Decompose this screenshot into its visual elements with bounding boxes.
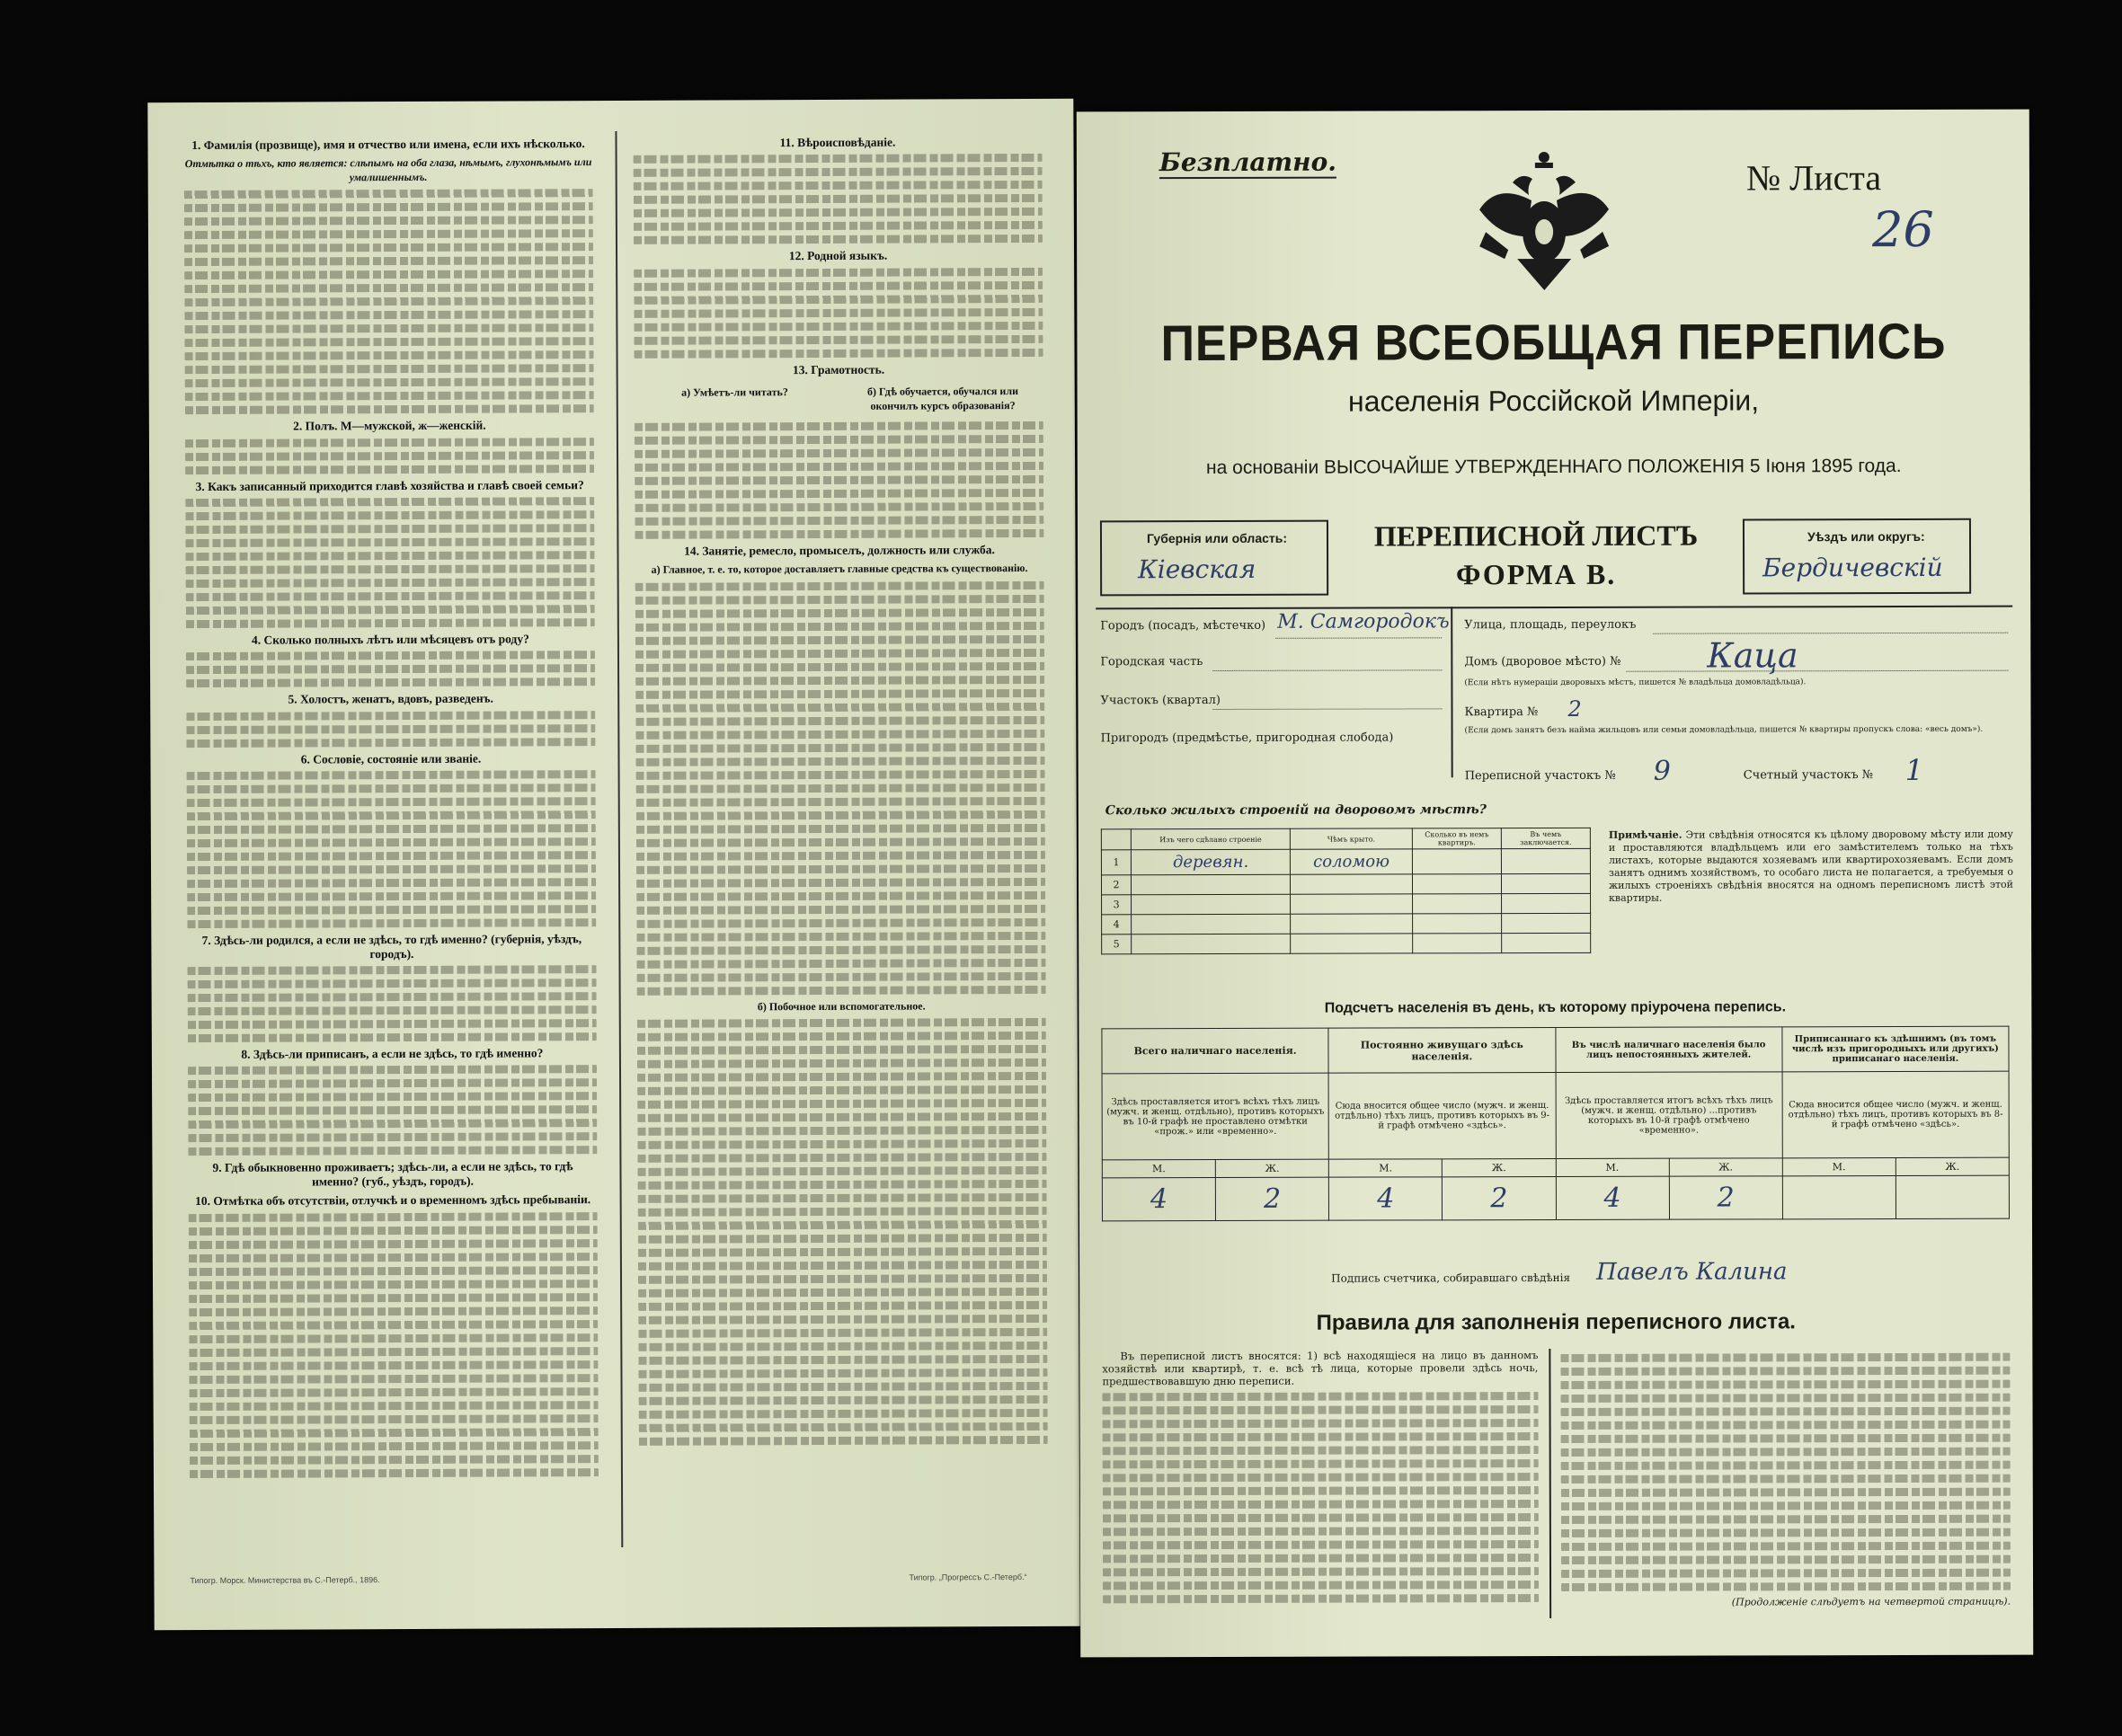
sex-label: Ж. — [1443, 1158, 1556, 1176]
perepisnoy-uchastok-label: Переписной участокъ № — [1464, 768, 1616, 784]
table-cell — [1291, 874, 1413, 894]
sex-label: Ж. — [1215, 1159, 1328, 1177]
dom-line — [1626, 670, 2008, 672]
sex-label: М. — [1782, 1158, 1896, 1176]
uchastok-line — [1212, 708, 1442, 710]
table-row — [1101, 873, 1590, 894]
kvartira-label: Квартира № — [1464, 705, 1539, 720]
table-header: Сколько въ немъ квартиръ. — [1412, 828, 1501, 849]
table-row — [1102, 893, 1591, 914]
body-text-block — [184, 189, 594, 414]
count-value-row — [1102, 1175, 2009, 1221]
column-description: Здѣсь проставляется итогъ всѣхъ тѣхъ лицъ (мужч. и женщ. отдѣльно) ...противъ которыхъ въ 10-й графѣ отмѣчено «временно». — [1556, 1072, 1783, 1159]
body-text-block — [186, 651, 595, 688]
body-text-block — [185, 438, 594, 474]
rules-title: Правила для заполненія переписного листа. — [1316, 1309, 1796, 1335]
counter-signature: Павелъ Калина — [1596, 1258, 1788, 1286]
rules-lead: Въ переписной листъ вносятся: 1) всѣ находящіеся на лицо въ данномъ хозяйствѣ или квартирѣ, т. е. всѣ тѣ лица, которые провели здѣсь ночь, предшествовавшую дню переписи. — [1102, 1349, 1539, 1388]
rules-column-2 — [1560, 1348, 2011, 1608]
table-header: Въ чемъ заключается. — [1501, 828, 1590, 848]
table-cell — [1502, 933, 1591, 952]
section-heading: 10. Отмѣтка объ отсутствіи, отлучкѣ и о временномъ здѣсь пребываніи. — [195, 1192, 591, 1209]
gorod-chast-line — [1212, 669, 1442, 671]
guberniya-box — [1100, 520, 1328, 597]
building-material: деревян. — [1131, 849, 1290, 874]
table-cell — [1132, 934, 1291, 953]
table-cell — [1291, 894, 1413, 914]
table-cell — [1132, 894, 1291, 914]
imperial-eagle-emblem — [1472, 146, 1616, 299]
kvartira-value: 2 — [1567, 695, 1582, 722]
section-subheading: а) Главное, т. е. то, которое доставляетъ главные средства къ существованію. — [651, 562, 1028, 577]
table-cell — [1132, 914, 1291, 934]
gorod-line — [1275, 637, 1442, 638]
printer-footer-left: Типогр. Морск. Министерства въ С.-Петерб., 1896. — [190, 1575, 380, 1586]
row-number: 2 — [1101, 875, 1131, 895]
table-row — [1102, 933, 1591, 953]
instructions-column-2 — [633, 129, 1048, 1547]
body-text-block — [185, 497, 595, 628]
count-value: 2 — [1669, 1176, 1782, 1219]
address-divider — [1451, 607, 1452, 777]
sex-label: М. — [1329, 1159, 1443, 1177]
table-row — [1102, 1071, 2009, 1160]
form-legal-basis: на основаніи ВЫСОЧАЙШЕ УТВЕРЖДЕННАГО ПОЛОЖЕНІЯ 5 Іюня 1895 года. — [1205, 455, 1902, 479]
column-description: Сюда вносится общее число (мужч. и женщ. отдѣльно) тѣхъ лицъ, противъ которыхъ въ 9-й графѣ отмѣчено «здѣсь». — [1328, 1072, 1556, 1159]
table-header: Въ числѣ наличнаго населенія было лицъ непостоянныхъ жителей. — [1555, 1027, 1781, 1073]
section-heading: 7. Здѣсь-ли родился, а если не здѣсь, то гдѣ именно? (губернія, уѣздъ, городъ). — [201, 932, 582, 961]
rules-divider — [1549, 1349, 1551, 1618]
row-number: 4 — [1102, 915, 1132, 934]
section-heading: 8. Здѣсь-ли приписанъ, а если не здѣсь, то гдѣ именно? — [241, 1046, 544, 1061]
section-heading: 1. Фамилія (прозвище), имя и отчество или имена, если ихъ нѣсколько. — [191, 137, 585, 153]
dom-note: (Если нѣтъ нумерацiи дворовыхъ мѣстъ, пишется № владѣльца домовладѣльца). — [1464, 678, 1807, 688]
count-value: 2 — [1215, 1177, 1328, 1220]
primechanie-block — [1609, 828, 2013, 905]
table-header: Приписаннаго къ здѣшнимъ (въ томъ числѣ изъ пригородныхъ или другихъ) приписанаго населенія. — [1782, 1026, 2009, 1072]
schetny-uchastok-value: 1 — [1904, 752, 1924, 787]
section-subheading: а) Умѣетъ-ли читать? — [681, 385, 788, 399]
column-divider — [615, 131, 623, 1547]
uezd-value: Бердичевскій — [1762, 552, 1943, 583]
section-subheading: б) Гдѣ обучается, обучался или окончилъ курсъ образованія? — [866, 385, 1019, 412]
count-value: 4 — [1102, 1177, 1215, 1220]
row-number: 3 — [1102, 895, 1132, 915]
column-description: Сюда вносится общее число (мужч. и женщ. отдѣльно) тѣхъ лицъ, противъ которыхъ въ 8-й графѣ отмѣчено «здѣсь». — [1782, 1071, 2010, 1158]
table-header: Постоянно живущаго здѣсь населенія. — [1328, 1027, 1555, 1073]
primechanie-text: Эти свѣдѣнія относятся къ цѣлому дворовому мѣсту или дому и проставляются владѣльцемъ или его замѣстителемъ только на тѣхъ листахъ, которые выдаются хозяевамъ или квартирохозяевамъ. Если домъ занятъ однимъ хозяйствомъ, то особаго листа не полагается, а требуемыя о жилыхъ строеніяхъ свѣдѣнія вносятся на одномъ переписномъ листѣ этой квартиры. — [1608, 828, 2014, 904]
uchastok-label: Участокъ (квартал) — [1100, 693, 1221, 708]
printer-footer-right: Типогр. „Прогрессъ С.-Петерб.“ — [909, 1572, 1027, 1582]
count-value — [1896, 1175, 2009, 1218]
literacy-subheads — [635, 379, 1043, 418]
primechanie-title: Примѣчаніе. — [1608, 828, 1683, 841]
section-heading: 4. Сколько полныхъ лѣтъ или мѣсяцевъ отъ роду? — [251, 632, 529, 647]
ulitsa-label: Улица, площадь, переулокъ — [1464, 617, 1637, 633]
instructions-column-1 — [183, 131, 599, 1549]
row-number: 1 — [1101, 850, 1131, 875]
schetny-uchastok-label: Счетный участокъ № — [1743, 768, 1874, 783]
table-header — [1101, 829, 1131, 850]
signature-label: Подпись счетчика, собиравшаго свѣдѣнія — [1331, 1271, 1571, 1285]
table-cell — [1413, 934, 1502, 953]
count-value — [1782, 1176, 1896, 1219]
free-stamp: Безплатно. — [1159, 146, 1337, 178]
form-type-title: ПЕРЕПИСНОЙ ЛИСТЪ — [1373, 518, 1699, 553]
table-cell — [1501, 848, 1590, 873]
guberniya-label: Губернія или область: — [1146, 530, 1288, 546]
table-header: Чѣмъ крыто. — [1291, 828, 1413, 849]
ulitsa-line — [1653, 633, 2008, 634]
table-cell — [1501, 873, 1590, 893]
body-text-block — [637, 1018, 1048, 1446]
body-text-block — [634, 154, 1043, 244]
table-cell — [1413, 894, 1502, 914]
sex-label: М. — [1556, 1158, 1669, 1176]
uezd-box — [1743, 518, 1971, 595]
body-text-block — [188, 1066, 597, 1156]
section-heading: 2. Полъ. М—мужской, ж—женскій. — [293, 418, 486, 433]
sex-label-row — [1102, 1157, 2009, 1178]
body-text-block — [189, 1212, 599, 1478]
table-cell — [1291, 914, 1413, 934]
section-heading: 12. Родной языкъ. — [788, 249, 888, 263]
guberniya-value: Кіевская — [1138, 554, 1256, 585]
population-count-table — [1101, 1026, 2010, 1222]
building-roof: соломою — [1291, 849, 1413, 874]
perepisnoy-uchastok-value: 9 — [1653, 755, 1671, 787]
dom-value: Каца — [1707, 635, 1798, 676]
table-cell — [1291, 934, 1413, 953]
rules-continuation: (Продолженіе слѣдуетъ на четвертой страницѣ). — [1731, 1595, 2011, 1608]
body-text-block — [186, 711, 595, 748]
rules-column-1 — [1102, 1349, 1539, 1608]
row-number: 5 — [1102, 934, 1132, 954]
kvartira-note: (Если домъ занятъ безъ найма жильцовъ или семьи домовладѣльца, пишется № квартиры пропускъ слова: «весь домъ»). — [1464, 724, 1984, 736]
right-page — [1077, 110, 2033, 1658]
table-cell — [1131, 874, 1290, 894]
section-note: Отмѣтка о тѣхъ, кто является: слѣпымъ на оба глаза, нѣмымъ, глухонѣмымъ или умалишеннымъ. — [184, 155, 592, 184]
form-main-title: ПЕРВАЯ ВСЕОБЩАЯ ПЕРЕПИСЬ — [1160, 312, 1947, 372]
body-text-block — [1560, 1353, 2011, 1591]
sheet-number-value: 26 — [1872, 200, 1934, 259]
column-description: Здѣсь проставляется итогъ всѣхъ тѣхъ лицъ (мужч. и женщ. отдѣльно), противъ которыхъ въ 10-й графѣ не проставлено отмѣтки «прож.» или «временно». — [1102, 1073, 1329, 1160]
gorod-value: М. Самгородокъ — [1277, 610, 1450, 633]
prigorod-label: Пригородъ (предмѣстье, пригородная слобода) — [1100, 731, 1394, 746]
count-value: 4 — [1329, 1177, 1443, 1220]
sheet-number-label: № Листа — [1745, 157, 1882, 199]
table-cell — [1413, 914, 1502, 934]
section-heading: 13. Грамотность. — [792, 362, 885, 376]
buildings-table — [1101, 828, 1591, 954]
table-cell — [1412, 874, 1501, 894]
table-row — [1101, 848, 1590, 874]
section-heading: 14. Занятіе, ремесло, промыселъ, должность или служба. — [684, 543, 995, 558]
count-value: 2 — [1443, 1176, 1556, 1219]
body-text-block — [1102, 1392, 1539, 1603]
body-text-block — [635, 421, 1044, 539]
table-cell — [1502, 893, 1591, 913]
body-text-block — [635, 581, 1046, 996]
section-heading: 5. Холостъ, женатъ, вдовъ, разведенъ. — [288, 692, 493, 707]
left-page — [147, 99, 1079, 1630]
section-heading: 9. Гдѣ обыкновенно проживаетъ; здѣсь-ли, а если не здѣсь, то гдѣ именно? (губ., уѣздъ, городъ). — [212, 1159, 573, 1189]
section-heading: 11. Вѣроисповѣданіе. — [779, 135, 896, 150]
section-subheading: б) Побочное или вспомогательное. — [757, 999, 926, 1014]
sex-label: Ж. — [1896, 1157, 2009, 1175]
sex-label: М. — [1102, 1159, 1215, 1177]
section-heading: 6. Сословіе, состояніе или званіе. — [300, 751, 482, 766]
body-text-block — [634, 268, 1043, 359]
gorod-label: Городъ (посадъ, мѣстечко) — [1100, 618, 1266, 633]
dom-label: Домъ (дворовое мѣсто) № — [1464, 654, 1621, 669]
table-header: Изъ чего сдѣлано строеніе — [1131, 828, 1290, 849]
table-cell — [1412, 849, 1501, 874]
podschet-title: Подсчетъ населенія въ день, къ которому пріурочена перепись. — [1324, 999, 1787, 1016]
table-row — [1102, 913, 1591, 934]
body-text-block — [187, 770, 597, 928]
uezd-label: Уѣздъ или округъ: — [1807, 528, 1925, 545]
table-cell — [1502, 913, 1591, 933]
sex-label: Ж. — [1669, 1158, 1782, 1176]
buildings-question: Сколько жилыхъ строеній на дворовомъ мѣстѣ? — [1105, 802, 1487, 819]
section-heading: 3. Какъ записанный приходится главѣ хозяйства и главѣ своей семьи? — [195, 477, 584, 493]
table-header-row — [1102, 1026, 2009, 1074]
body-text-block — [187, 965, 596, 1042]
gorod-chast-label: Городская часть — [1100, 655, 1203, 669]
count-value: 4 — [1556, 1176, 1669, 1219]
table-header-row — [1101, 828, 1590, 849]
address-top-rule — [1096, 606, 2012, 610]
form-subtitle: населенія Россійской Имперіи, — [1347, 384, 1760, 418]
form-type-subtitle: ФОРМА В. — [1455, 557, 1617, 591]
table-header: Всего наличнаго населенія. — [1102, 1028, 1328, 1074]
